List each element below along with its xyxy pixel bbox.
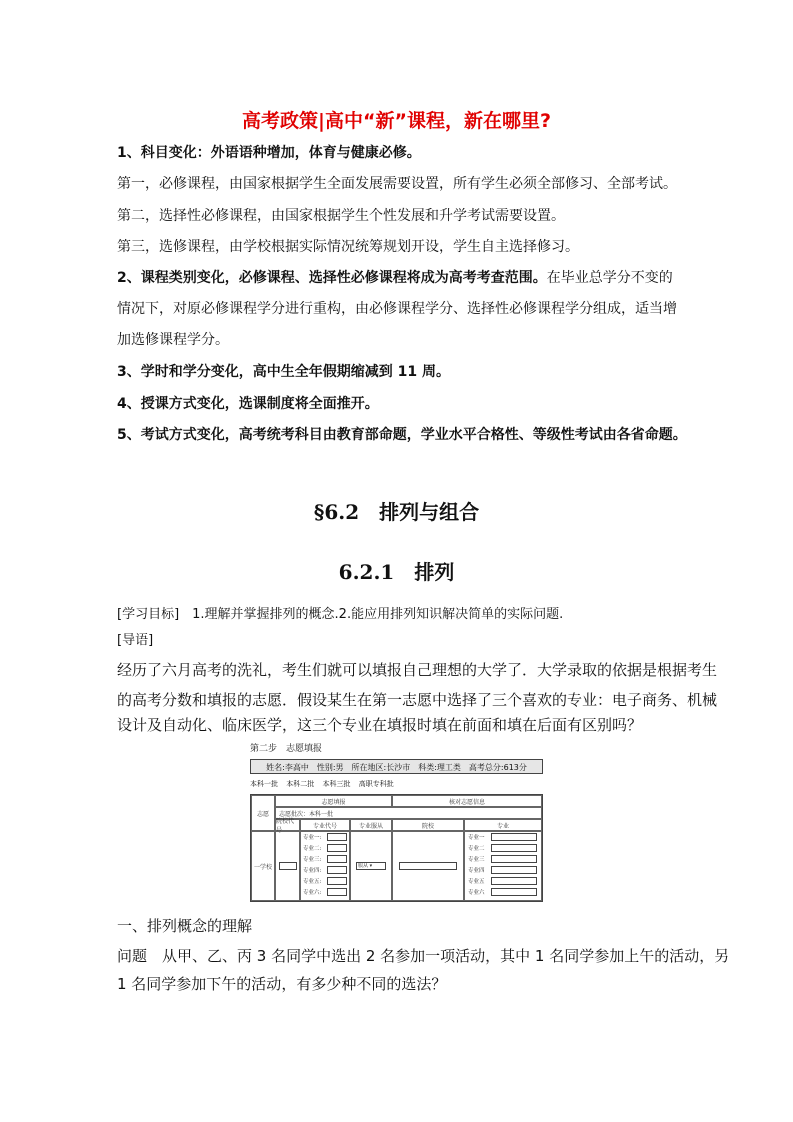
school-code-input[interactable] [279, 862, 297, 870]
major-label: 专业一: [303, 835, 322, 841]
school-cell [392, 831, 464, 901]
learning-goal: [学习目标] 1.理解并掌握排列的概念.2.能应用排列知识解决简单的实际问题. [117, 607, 564, 622]
major-input[interactable] [491, 833, 537, 841]
problem-line-2: 1 名同学参加下午的活动，有多少种不同的选法？ [117, 975, 447, 993]
intro-line-3: 设计及自动化、临床医学，这三个专业在填报时填在前面和填在后面有区别吗？ [117, 716, 643, 734]
policy-item-5: 5、考试方式变化，高考统考科目由教育部命题，学业水平合格性、等级性考试由各省命题。 [117, 427, 687, 443]
batch-label: 志愿批次：本科一批 [275, 807, 542, 819]
major-label-right: 专业四 [468, 868, 485, 874]
major-label: 专业四: [303, 868, 322, 874]
policy-item-1: 1、科目变化：外语语种增加，体育与健康必修。 [117, 145, 421, 161]
policy-title: 高考政策|高中“新”课程，新在哪里? [242, 110, 551, 132]
intro-line-2: 的高考分数和填报的志愿．假设某生在第一志愿中选择了三个喜欢的专业：电子商务、机械 [117, 691, 718, 709]
policy-item-1c: 第三，选修课程，由学校根据实际情况统筹规划开设，学生自主选择修习。 [117, 239, 579, 255]
policy-item-2-line3: 加选修课程学分。 [117, 332, 229, 348]
school-input[interactable] [399, 862, 457, 870]
col-major-code: 专业代号 [300, 819, 350, 831]
policy-item-1a: 第一，必修课程，由国家根据学生全面发展需要设置，所有学生必须全部修习、全部考试。 [117, 176, 677, 192]
form-tab[interactable]: 高职专科批 [358, 780, 394, 788]
policy-item-3: 3、学时和学分变化，高中生全年假期缩减到 11 周。 [117, 364, 450, 380]
major-code-input[interactable] [327, 866, 347, 874]
form-caption: 第二步 志愿填报 [250, 744, 323, 754]
major-code-input[interactable] [327, 844, 347, 852]
major-label: 专业六: [303, 890, 322, 896]
policy-item-2-bold: 2、课程类别变化，必修课程、选择性必修课程将成为高考考查范围。 [117, 270, 547, 286]
problem-line-1: 问题 从甲、乙、丙 3 名同学中选出 2 名参加一项活动，其中 1 名同学参加上午的活动，另 [117, 947, 730, 965]
form-banner: 姓名:李高中 性别:男 所在地区:长沙市 科类:理工类 高考总分:613分 [250, 759, 543, 774]
part-1-heading: 一、排列概念的理解 [117, 917, 253, 935]
col-school: 院校 [392, 819, 464, 831]
form-tab[interactable]: 本科二批 [286, 780, 315, 788]
major-input[interactable] [491, 866, 537, 874]
major-label: 专业二: [303, 846, 322, 852]
form-tabs [250, 779, 400, 789]
form-tab[interactable]: 本科三批 [322, 780, 351, 788]
col-code: 院校代号 [275, 819, 300, 831]
obey-value: 服从 [358, 863, 369, 869]
obey-cell [350, 831, 392, 901]
col-zhiyuan: 志愿 [251, 795, 275, 831]
major-input[interactable] [491, 855, 537, 863]
major-label: 专业五: [303, 879, 322, 885]
policy-item-2-rest: 在毕业总学分不变的 [546, 270, 673, 286]
section-heading: §6.2 排列与组合 [313, 500, 480, 524]
col-obey: 专业服从 [350, 819, 392, 831]
major-label-right: 专业二 [468, 846, 485, 852]
major-code-input[interactable] [327, 855, 347, 863]
col-check: 核对志愿信息 [392, 795, 542, 807]
major-input[interactable] [491, 888, 537, 896]
major-label: 专业三: [303, 857, 322, 863]
code-cell [275, 831, 300, 901]
major-label-right: 专业六 [468, 890, 485, 896]
intro-label: [导语] [117, 633, 154, 648]
major-input[interactable] [491, 877, 537, 885]
row-school-label: 一学校 [251, 831, 275, 901]
major-code-input[interactable] [327, 877, 347, 885]
policy-item-1b: 第二，选择性必修课程，由国家根据学生个性发展和升学考试需要设置。 [117, 208, 565, 224]
form-table [250, 794, 543, 902]
major-label-right: 专业一 [468, 835, 485, 841]
major-input[interactable] [491, 844, 537, 852]
major-code-input[interactable] [327, 833, 347, 841]
policy-item-4: 4、授课方式变化，选课制度将全面推开。 [117, 396, 379, 412]
intro-line-1: 经历了六月高考的洗礼，考生们就可以填报自己理想的大学了．大学录取的依据是根据考生 [117, 661, 718, 679]
major-label-right: 专业三 [468, 857, 485, 863]
major-code-input[interactable] [327, 888, 347, 896]
col-fill: 志愿填报 [275, 795, 392, 807]
section-subheading: 6.2.1 排列 [338, 560, 455, 584]
major-label-right: 专业五 [468, 879, 485, 885]
policy-item-2-line2: 情况下，对原必修课程学分进行重构，由必修课程学分、选择性必修课程学分组成，适当增 [117, 301, 677, 317]
col-major: 专业 [464, 819, 542, 831]
policy-item-2 [117, 268, 673, 288]
form-tab[interactable]: 本科一批 [250, 780, 278, 788]
obey-select[interactable]: 服从 ▾ [356, 862, 386, 870]
